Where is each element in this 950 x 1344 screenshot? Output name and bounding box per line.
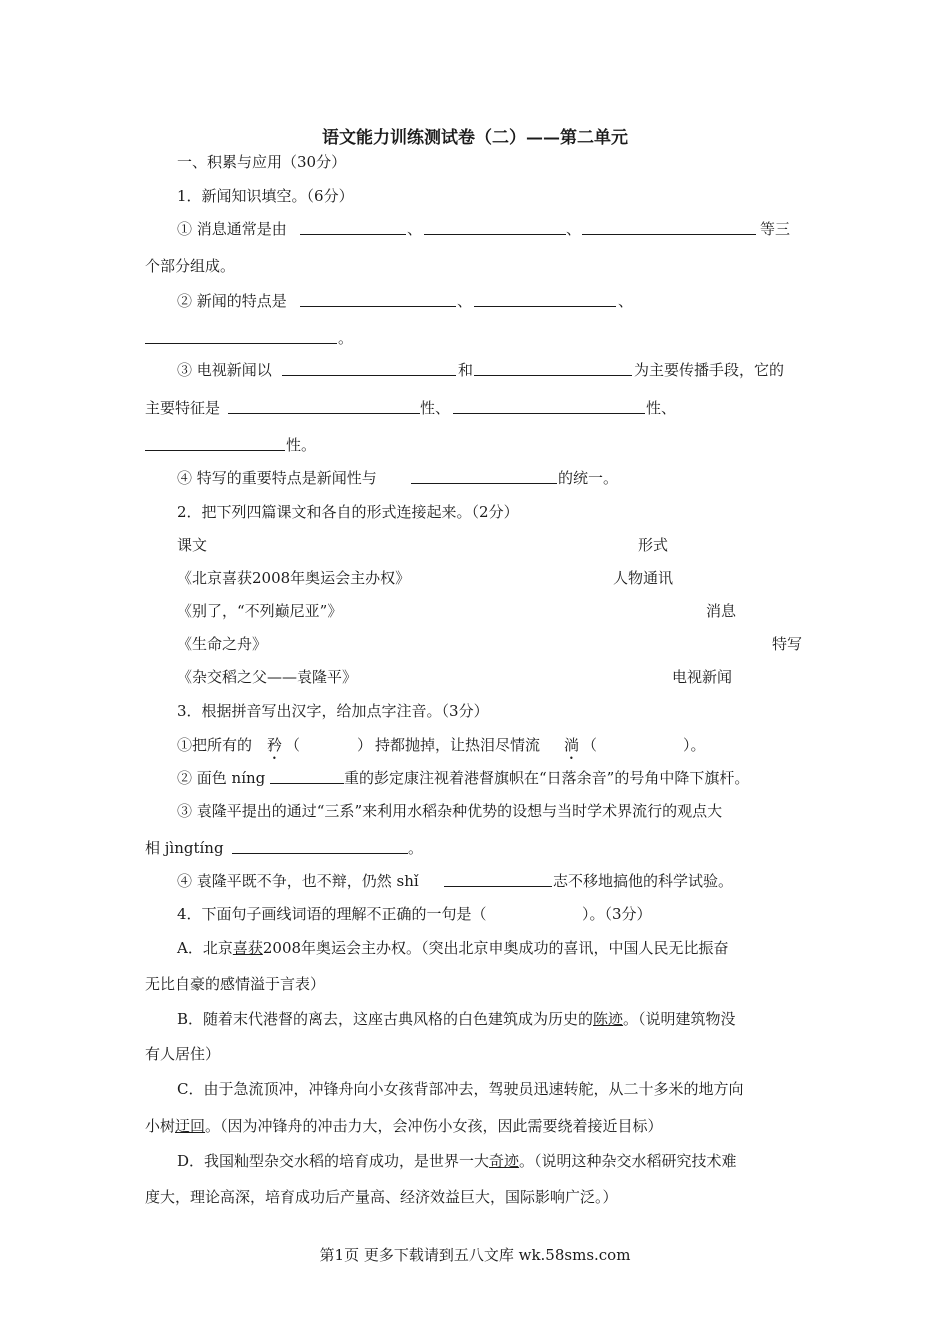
answer-blank[interactable] <box>453 398 645 414</box>
answer-blank[interactable] <box>582 219 756 235</box>
page-footer: 第1页 更多下载请到五八文库 wk.58sms.com <box>319 1246 631 1264</box>
answer-blank[interactable] <box>270 768 344 784</box>
answer-blank[interactable] <box>145 328 337 344</box>
page-title: 语文能力训练测试卷（二）——第二单元 <box>322 128 628 148</box>
answer-blank[interactable] <box>232 838 408 854</box>
answer-blank[interactable] <box>300 291 456 307</box>
answer-blank[interactable] <box>300 219 406 235</box>
answer-blank[interactable] <box>282 360 456 376</box>
answer-blank[interactable] <box>145 435 285 451</box>
answer-blank[interactable] <box>474 291 616 307</box>
answer-blank[interactable] <box>474 360 632 376</box>
answer-blank[interactable] <box>411 468 557 484</box>
answer-blank[interactable] <box>444 871 552 887</box>
exam-page: 语文能力训练测试卷（二）——第二单元 一、积累与应用（30分） 1．新闻知识填空。（6分） ① 消息通常是由 、 、 等三 个部分组成。 ② 新闻的特点是 、 、 。 ③ 电视新闻以 和 为主要传播手段，它的 主要特征是 性、 性、 性。 ④ 特写的重要特点是新闻性与 的统一。 2．把下列四篇课文和各自的形式连接起来。（2分） 课文 形式 《北京喜获2008年奥运会主办权》 人物通讯 《别了，“不列巅尼亚”》 消息 《生命之舟》 特写 《杂交稻之父——袁隆平》 电视新闻 3．根据拼音写出汉字，给加点字注音。（3分） ①把所有的 矜 （ ） 持都抛掉，让热泪尽情流 淌 （ ）。 ② 面色 níng 重的彭定康注视着港督旗帜在“日落余音”的号角中降下旗杆。 ③ 袁隆平提出的通过“三系”来利用水稻杂种优势的设想与当时学术界流行的观点大 相 jìngtíng 。 ④ 袁隆平既不争，也不辩，仍然 shǐ 志不移地搞他的科学试验。 4．下面句子画线词语的理解不正确的一句是（ ）。（3分） A．北京喜获2008年奥运会主办权。（突出北京申奥成功的喜讯，中国人民无比振奋 无比自豪的感情溢于言表） B．随着末代港督的离去，这座古典风格的白色建筑成为历史的陈迹。（说明建筑物没 有人居住） C．由于急流顶冲，冲锋舟向小女孩背部冲去，驾驶员迅速转舵，从二十多米的地方向 小树迂回。（因为冲锋舟的冲击力大，会冲伤小女孩，因此需要绕着接近目标） D．我国籼型杂交水稻的培育成功，是世界一大奇迹。（说明这种杂交水稻研究技术难 度大，理论高深，培育成功后产量高、经济效益巨大，国际影响广泛。） 第1页 更多下载请到五八文库 wk.58sms.com <box>0 0 950 1344</box>
answer-blank[interactable] <box>228 398 420 414</box>
answer-blank[interactable] <box>424 219 566 235</box>
